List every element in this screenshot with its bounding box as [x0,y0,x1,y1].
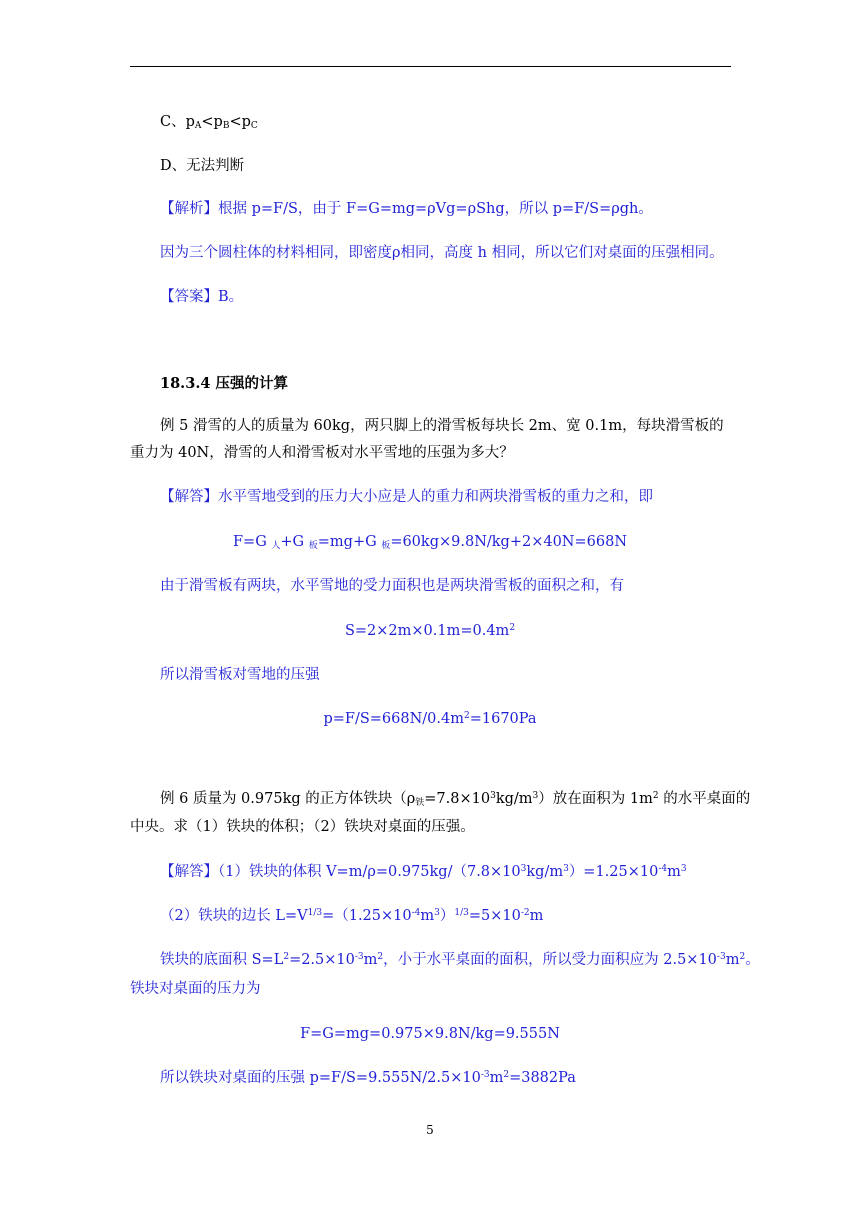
example5-equation-area: $S=2\times 2m\times 0.1m=0.4m^2$ [344,623,516,639]
example6-solution-2: （2）铁块的边长 $L=V^{1/3}=(1.25\times 10^{-4}m^3)^{1/3}=5\times 10^{-2}m$ [160,908,544,924]
example5-text-2: 由于滑雪板有两块，水平雪地的受力面积也是两块滑雪板的面积之和，有 [160,578,624,594]
option-d: D、无法判断 [160,158,245,174]
header-rule [130,66,731,67]
example6-line-1: 例 6 质量为 0.975kg 的正方体铁块$(\rho_铁=7.8\times 10^3kg/m^3)$放在面积为 $1m^2$ 的水平桌面的 [160,791,751,808]
example5-text-3: 所以滑雪板对雪地的压强 [160,667,320,683]
example6-solution-5: 所以铁块对桌面的压强 $p=F/S=9.555N/2.5\times 10^{-3}m^2=3882Pa$ [160,1070,576,1086]
solution-label: 【解答】 [160,489,218,505]
section-heading: 18.3.4 压强的计算 [160,375,289,392]
analysis-label: 【解析】 [160,201,218,217]
example6-solution-4: 铁块对桌面的压力为 [130,981,261,997]
example5-equation-pressure: $p=F/S=668N/0.4m^2=1670Pa$ [323,711,537,727]
answer-label: 【答案】 [160,289,218,305]
example5-line-2: 重力为 40N，滑雪的人和滑雪板对水平雪地的压强为多大？ [130,445,514,461]
example6-equation-force: F=G=mg=0.975×9.8N/kg=9.555N [300,1026,560,1042]
answer-line: 【答案】B。 [160,289,244,305]
solution-label: 【解答】 [160,864,218,880]
example6-solution-1: 【解答】（1）铁块的体积 $V=m/\rho=0.975kg/(7.8\times 10^3kg/m^3)=1.25\times 10^{-4}m^3$ [160,864,687,880]
example6-solution-3: 铁块的底面积 $S=L^2=2.5\times 10^{-3}m^2$，小于水平桌面的面积，所以受力面积应为 $2.5\times 10^{-3}m^2$。 [160,952,760,968]
example5-equation-force: F=G $_人$+G $_板$=mg+G $_板$=60kg×9.8N/kg+2×40N=668N [232,534,628,551]
analysis-line-2: 因为三个圆柱体的材料相同，即密度ρ相同，高度 h 相同，所以它们对桌面的压强相同。 [160,245,724,261]
option-c: C、$p_A<p_B<p_C$ [160,114,258,131]
example5-solution: 【解答】水平雪地受到的压力大小应是人的重力和两块滑雪板的重力之和，即 [160,489,653,505]
example6-line-2: 中央。求（1）铁块的体积；（2）铁块对桌面的压强。 [130,819,475,835]
page-number: 5 [426,1123,434,1137]
example5-line-1: 例 5 滑雪的人的质量为 60kg，两只脚上的滑雪板每块长 2m、宽 0.1m，每块滑雪板的 [160,418,724,434]
analysis-line-1: 【解析】根据 p=F/S，由于 F=G=mg=ρVg=ρShg，所以 p=F/S=ρgh。 [160,201,653,217]
